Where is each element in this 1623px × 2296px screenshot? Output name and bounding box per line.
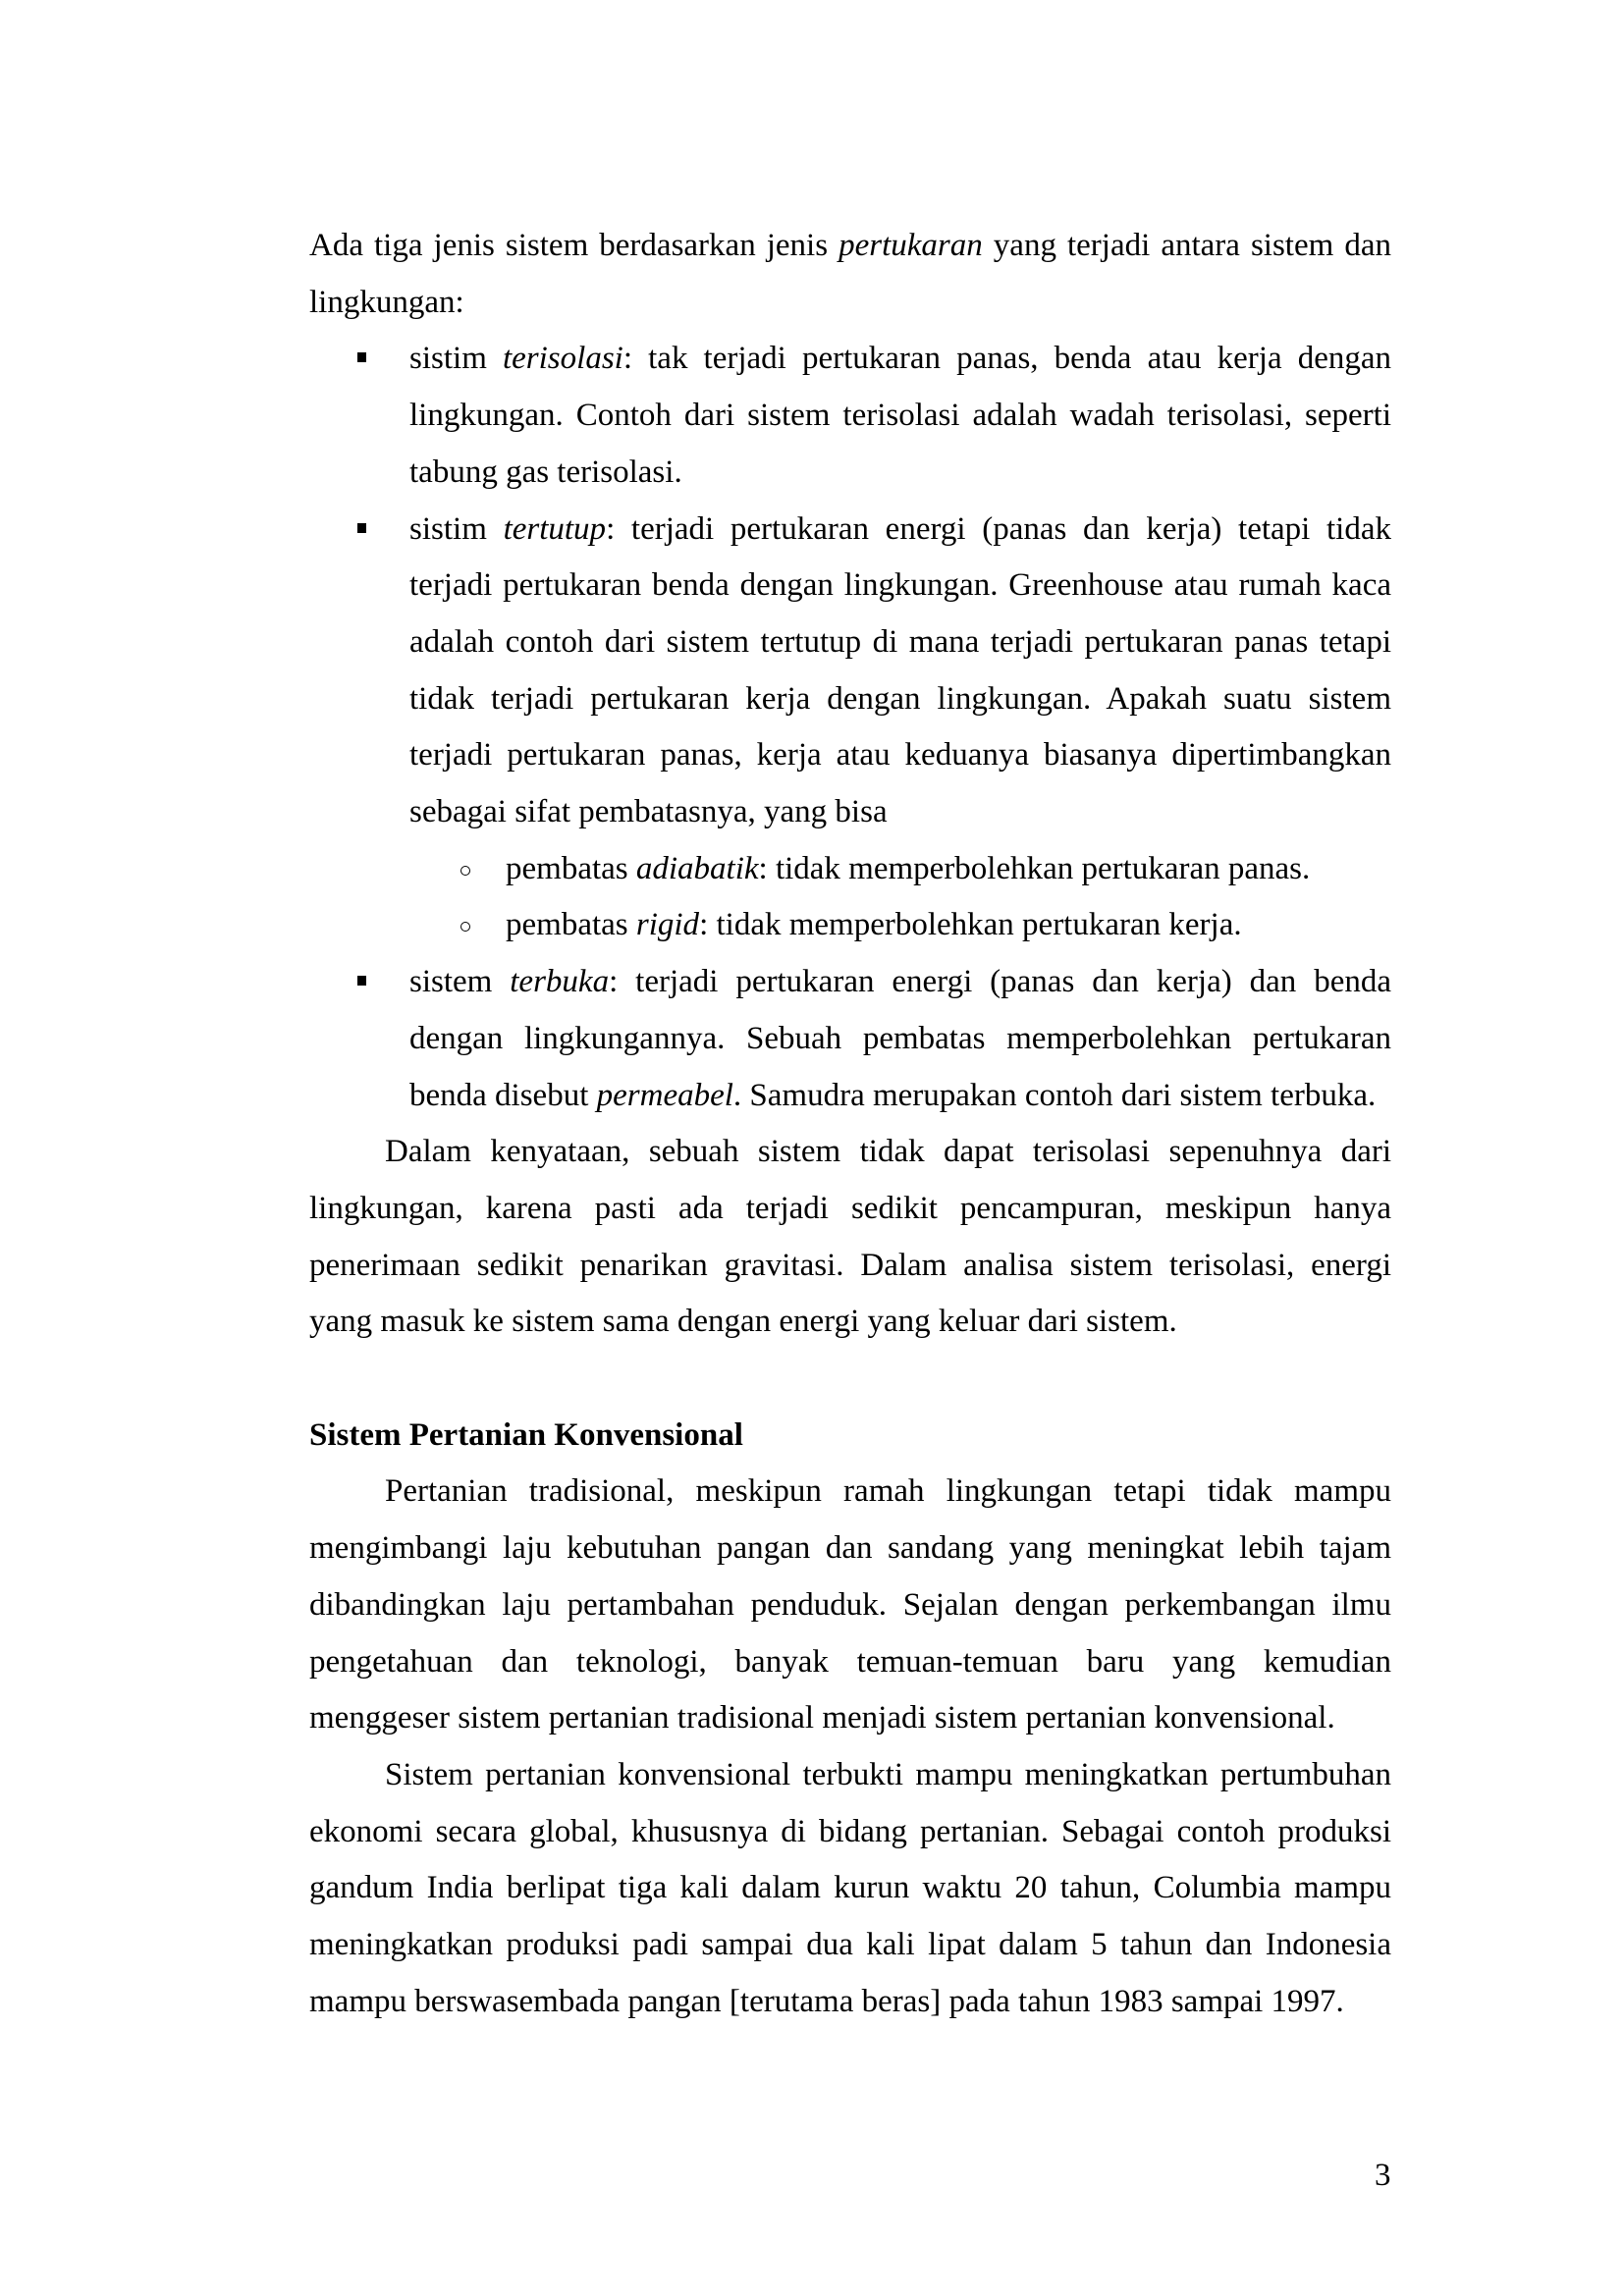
item-prefix: sistim — [409, 341, 503, 377]
item-term: terbuka — [510, 964, 610, 1000]
sub-item-term: adiabatik — [635, 850, 759, 886]
body-paragraph: Pertanian tradisional, meskipun ramah lingkungan tetapi tidak mampu mengimbangi laju kebutuhan pangan dan sandang yang meningkat lebih tajam dibandingkan laju pertambahan penduduk. Sejalan dengan perkembangan ilmu pengetahuan dan teknologi, banyak temuan-temuan baru yang kemudian menggeser sistem pertanian tradisional menjadi sistem pertanian konvensional. — [309, 1473, 1391, 1736]
sub-item-prefix: pembatas — [506, 850, 636, 886]
item-text: : terjadi pertukaran energi (panas dan kerja) dan benda dengan lingkungannya. Sebuah pembatas memperbolehkan pertukaran benda disebut — [409, 964, 1391, 1113]
list-item-open — [309, 954, 1391, 1124]
item-text-end: . Samudra merupakan contoh dari sistem terbuka. — [732, 1077, 1377, 1113]
reality-paragraph: Dalam kenyataan, sebuah sistem tidak dapat terisolasi sepenuhnya dari lingkungan, karena pasti ada terjadi sedikit pencampuran, meskipun hanya penerimaan sedikit penarikan gravitasi. Dalam analisa sistem terisolasi, energi yang masuk ke sistem sama dengan energi yang keluar dari sistem. — [309, 1134, 1391, 1340]
item-text: : tak terjadi pertukaran panas, benda atau kerja dengan lingkungan. Contoh dari sistem terisolasi adalah wadah terisolasi, seperti tabung gas terisolasi. — [409, 341, 1392, 490]
section-heading: Sistem Pertanian Konvensional — [309, 1416, 743, 1453]
item-emphasis: permeabel — [596, 1077, 733, 1113]
circle-bullet-icon — [459, 841, 474, 898]
sub-item-text: : tidak memperbolehkan pertukaran kerja. — [699, 907, 1242, 943]
page-number: 3 — [1375, 2158, 1391, 2193]
intro-text-end: yang terjadi antara sistem dan lingkungan: — [309, 228, 1391, 320]
intro-paragraph — [309, 218, 1391, 331]
item-term: tertutup — [503, 510, 607, 547]
sub-item-term: rigid — [635, 907, 700, 943]
square-bullet-icon — [357, 502, 369, 559]
body-paragraph: Sistem pertanian konvensional terbukti mampu meningkatkan pertumbuhan ekonomi secara global, khususnya di bidang pertanian. Sebagai contoh produksi gandum India berlipat tiga kali dalam kurun waktu 20 tahun, Columbia mampu meningkatkan produksi padi sampai dua kali lipat dalam 5 tahun dan Indonesia mampu berswasembada pangan [terutama beras] pada tahun 1983 sampai 1997. — [309, 1756, 1391, 2019]
intro-emphasis: pertukaran — [839, 228, 983, 263]
circle-bullet-icon — [459, 897, 474, 954]
intro-text: Ada tiga jenis sistem berdasarkan jenis — [309, 228, 839, 263]
system-types-list — [309, 331, 1391, 1124]
boundary-types-list — [409, 841, 1391, 954]
square-bullet-icon — [357, 954, 369, 1011]
item-prefix: sistem — [409, 964, 511, 1000]
list-item-isolated — [309, 331, 1391, 501]
sub-item-adiabatic — [409, 841, 1391, 898]
item-prefix: sistim — [409, 510, 504, 547]
list-item-closed — [309, 502, 1391, 955]
item-term: terisolasi — [502, 341, 623, 377]
sub-item-text: : tidak memperbolehkan pertukaran panas. — [758, 850, 1311, 886]
sub-item-prefix: pembatas — [506, 907, 636, 943]
square-bullet-icon — [357, 331, 369, 388]
document-page — [309, 218, 1391, 2030]
item-text: : terjadi pertukaran energi (panas dan kerja) tetapi tidak terjadi pertukaran benda dengan lingkungan. Greenhouse atau rumah kaca adalah contoh dari sistem tertutup di mana terjadi pertukaran panas tetapi tidak terjadi pertukaran kerja dengan lingkungan. Apakah suatu sistem terjadi pertukaran panas, kerja atau keduanya biasanya dipertimbangkan sebagai sifat pembatasnya, yang bisa — [409, 510, 1392, 830]
sub-item-rigid — [409, 897, 1391, 954]
